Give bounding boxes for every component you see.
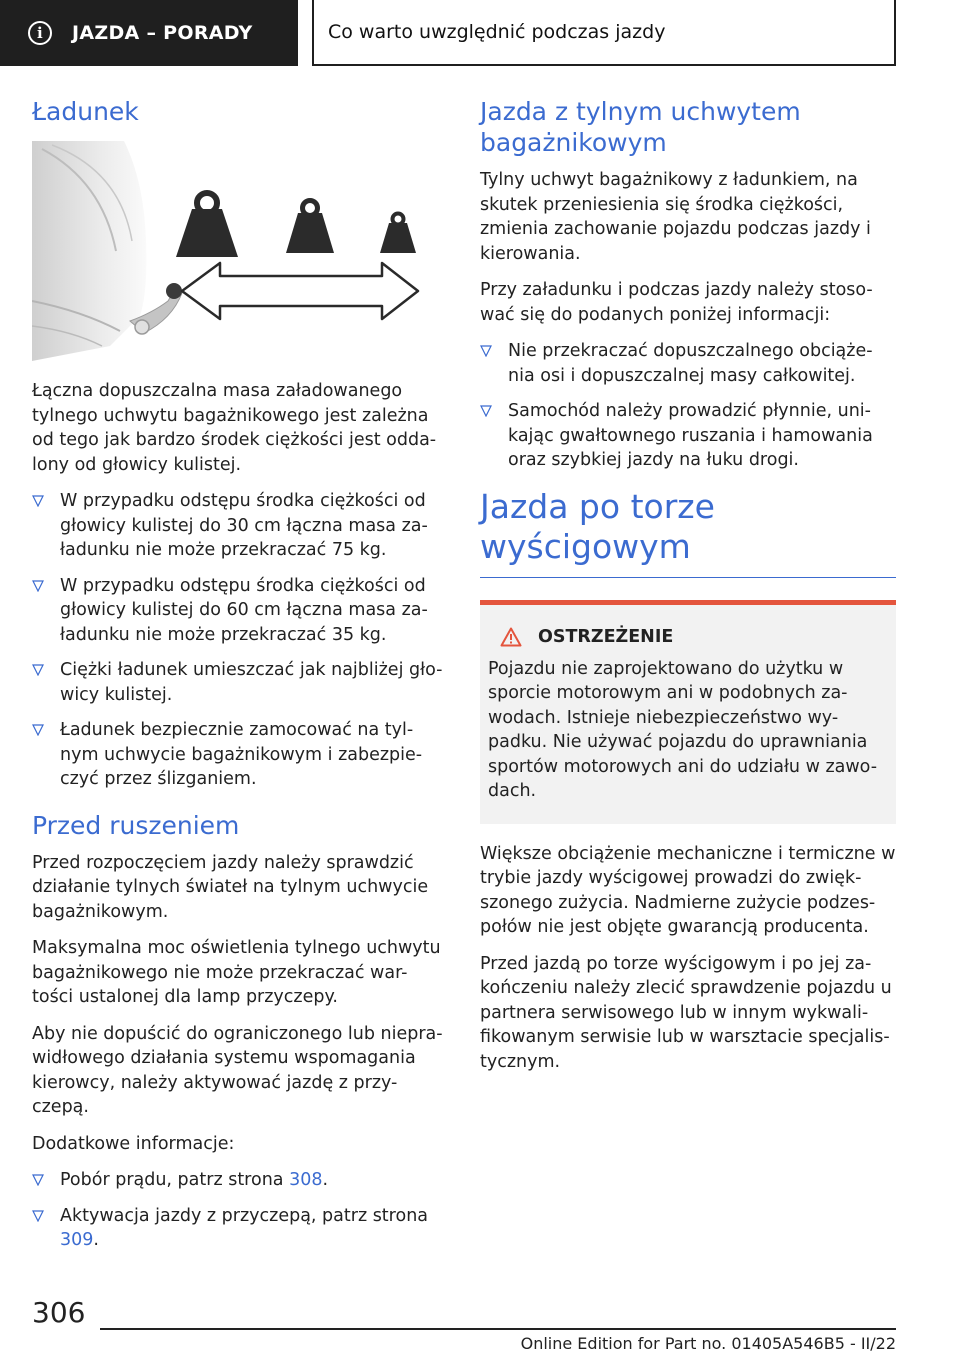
paragraph: Tylny uchwyt bagażnikowy z ładunkiem, na skutek przeniesienia się środka ciężkości, zmienia zachowanie pojazdu podczas jazdy i kierowania.	[480, 170, 871, 264]
list-item	[32, 658, 448, 707]
list-item-text: Ciężki ładunek umieszczać jak najbliżej gło-wicy kulistej.	[60, 660, 443, 705]
footer-divider	[100, 1328, 896, 1330]
list-item-text: Samochód należy prowadzić płynnie, uni-kając gwałtownego ruszania i hamowania oraz szybkiej jazdy na łuku drogi.	[508, 401, 873, 470]
trailer-hitch-weights-icon	[32, 141, 448, 361]
paragraph: Aby nie dopuścić do ograniczonego lub niepra-widłowego działania systemu wspomagania kierowcy, należy aktywować jazdę z przy-czepą.	[32, 1023, 443, 1117]
list-item	[32, 574, 448, 648]
list-item: Pobór prądu, patrz strona 308.	[32, 1168, 448, 1193]
list-item	[32, 718, 448, 792]
edition-info: Online Edition for Part no. 01405A546B5 - II/22	[520, 1334, 896, 1353]
paragraph: Dodatkowe informacje:	[32, 1133, 235, 1154]
warning-box	[480, 600, 896, 824]
list-item-text: W przypadku odstępu środka ciężkości od głowicy kulistej do 60 cm łączna masa za-ładunku nie może przekraczać 35 kg.	[60, 575, 428, 645]
triangle-bullet-icon	[32, 664, 44, 676]
list-item	[480, 339, 896, 388]
warning-title	[488, 627, 888, 647]
triangle-bullet-icon	[32, 580, 44, 592]
list-item	[480, 399, 896, 473]
triangle-bullet-icon	[480, 345, 492, 357]
warning-triangle-icon	[500, 627, 522, 647]
warning-text: Pojazdu nie zaprojektowano do użytku w sporcie motorowym ani w podobnych za-wodach. Istnieje niebezpieczeństwo wy-padku. Nie używać pojazdu do uprawniania sportów motorowych ani do udziału w zawo-dach.	[488, 658, 878, 801]
paragraph-intro: Łączna dopuszczalna masa załadowanego tylnego uchwytu bagażnikowego jest zależna od tego jak bardzo środek ciężkości jest odda-lony od głowicy kulistej.	[32, 381, 437, 475]
section-tab	[0, 0, 298, 66]
paragraph: Przed jazdą po torze wyścigowym i po jej za-kończeniu należy zlecić sprawdzenie pojazdu u partnera serwisowego lub w innym wykwali-fikowanym serwisie lub w warsztacie specjalis-tycznym.	[480, 953, 892, 1072]
heading-przed-ruszeniem: Przed ruszeniem	[32, 810, 240, 840]
triangle-bullet-icon	[32, 1210, 44, 1222]
list-item-text: Ładunek bezpiecznie zamocować na tyl-nym uchwycie bagażnikowym i zabezpie-czyć przez ślizganiem.	[60, 720, 423, 789]
right-column	[480, 96, 896, 1086]
page-title: Co warto uwzględnić podczas jazdy	[312, 0, 896, 66]
paragraph: Przed rozpoczęciem jazdy należy sprawdzić działanie tylnych świateł na tylnym uchwycie bagażnikowym.	[32, 852, 429, 922]
paragraph: Większe obciążenie mechaniczne i termiczne w trybie jazdy wyścigowej prowadzi do zwięk-szonego zużycia. Nadmierne zużycie podzes-połów nie jest objęte gwarancją producenta.	[480, 843, 896, 937]
triangle-bullet-icon	[32, 1174, 44, 1186]
list-item-text: Nie przekraczać dopuszczalnego obciąże-nia osi i dopuszczalnej masy całkowitej.	[508, 341, 873, 386]
page-header	[0, 0, 960, 66]
heading-ladunek: Ładunek	[32, 97, 139, 126]
references-list	[32, 1168, 448, 1253]
driving-rules-list	[480, 339, 896, 473]
page-link-308[interactable]: 308	[289, 1170, 323, 1190]
paragraph: Maksymalna moc oświetlenia tylnego uchwytu bagażnikowego nie może przekraczać war-tości ustalonej dla lamp przyczepy.	[32, 938, 441, 1007]
info-icon: i	[28, 21, 52, 45]
list-item-text: Aktywacja jazdy z przyczepą, patrz strona	[60, 1205, 429, 1226]
paragraph: Przy załadunku i podczas jazdy należy stoso-wać się do podanych poniżej informacji:	[480, 280, 873, 325]
list-item	[32, 489, 448, 563]
list-item-text: W przypadku odstępu środka ciężkości od głowicy kulistej do 30 cm łączna masa za-ładunku nie może przekraczać 75 kg.	[60, 491, 428, 560]
heading-tylny-uchwyt: Jazda z tylnym uchwytem bagażnikowym	[480, 97, 801, 157]
warning-title-text: OSTRZEŻENIE	[538, 626, 674, 647]
page-link-309[interactable]: 309	[60, 1230, 94, 1250]
triangle-bullet-icon	[480, 405, 492, 417]
heading-tor-wyscigowy: Jazda po torze wyścigowym	[480, 487, 896, 578]
left-column	[32, 96, 448, 1267]
load-rules-list	[32, 489, 448, 792]
list-item-text: Pobór prądu, patrz strona	[60, 1170, 290, 1190]
triangle-bullet-icon	[32, 724, 44, 736]
list-item: Aktywacja jazdy z przyczepą, patrz strona 309.	[32, 1204, 448, 1253]
section-label: JAZDA – PORADY	[72, 22, 253, 44]
page-number: 306	[32, 1296, 86, 1329]
triangle-bullet-icon	[32, 495, 44, 507]
load-weight-illustration	[32, 141, 448, 361]
